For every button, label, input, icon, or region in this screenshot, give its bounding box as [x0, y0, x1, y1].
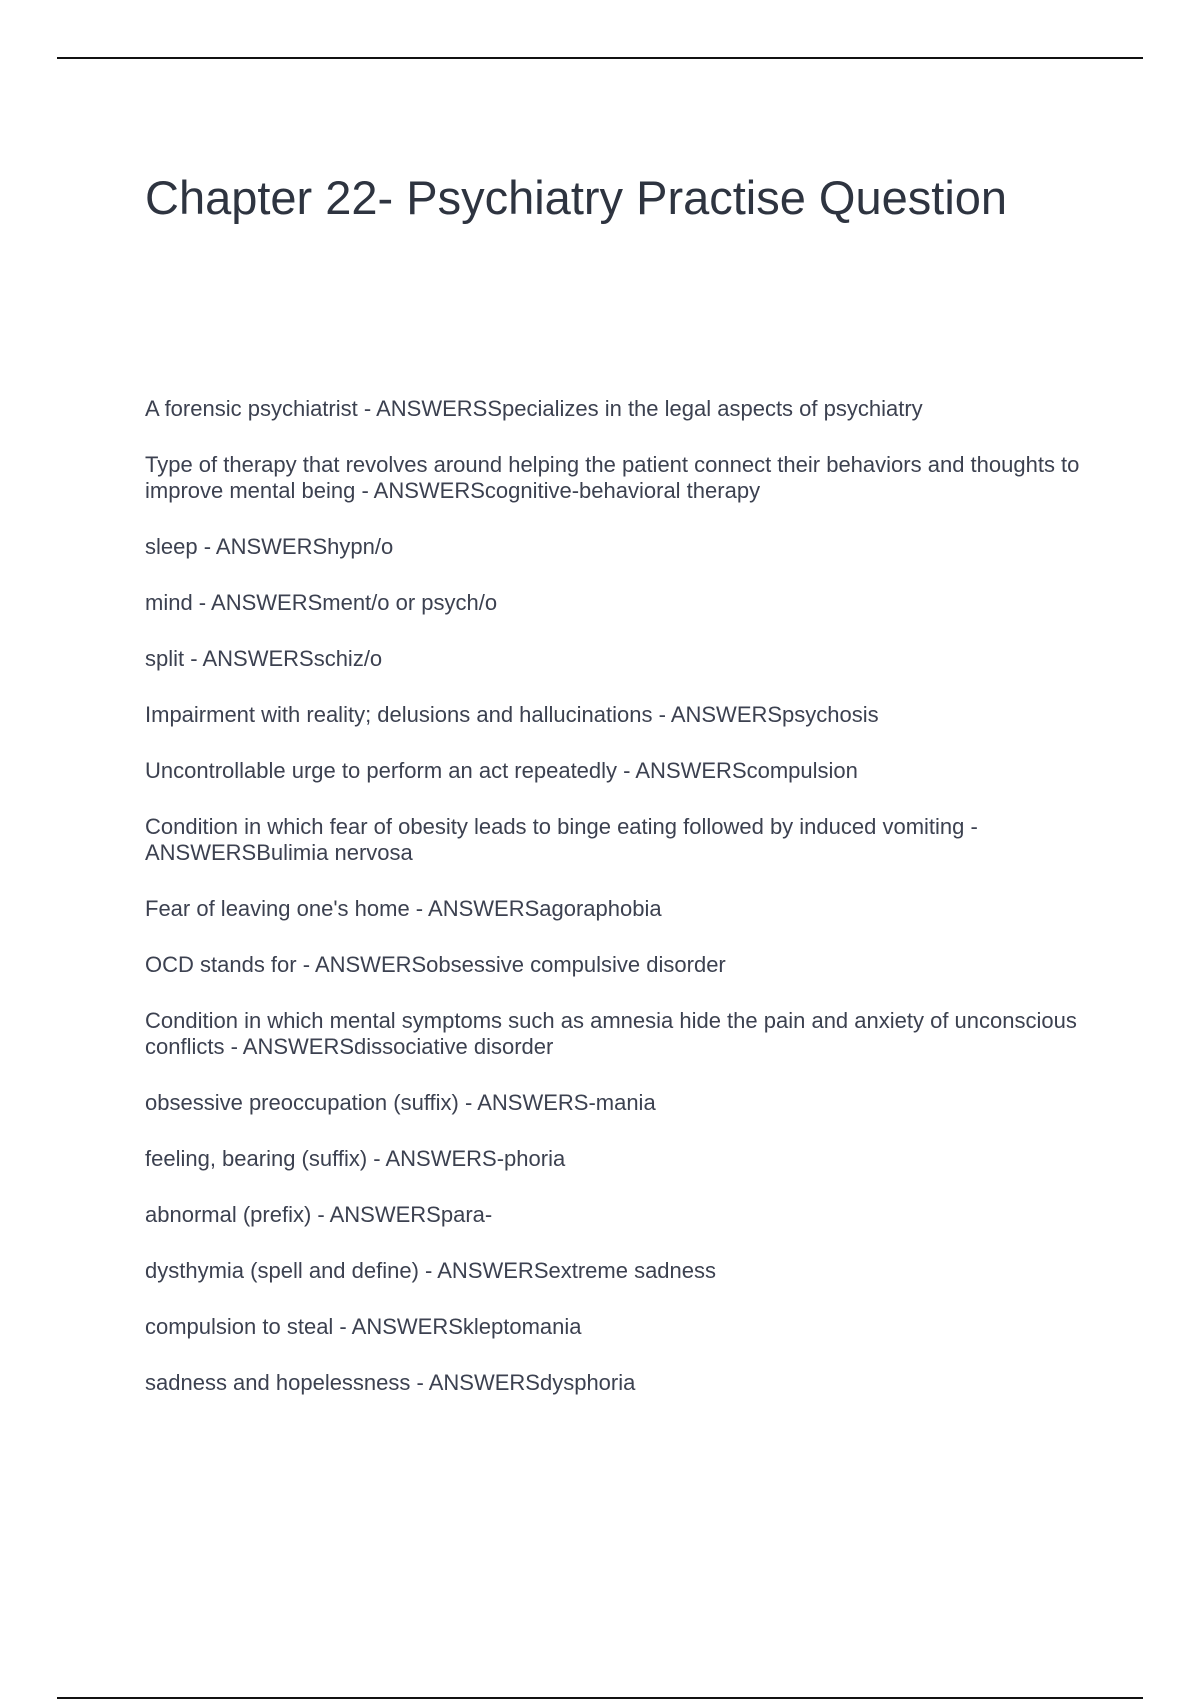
- qa-item: sleep - ANSWERShypn/o: [145, 534, 394, 559]
- qa-item: obsessive preoccupation (suffix) - ANSWERS-mania: [145, 1090, 656, 1115]
- qa-item: Condition in which mental symptoms such as amnesia hide the pain and anxiety of unconscious conflicts - ANSWERSdissociative disorder: [145, 1008, 1077, 1059]
- qa-item: dysthymia (spell and define) - ANSWERSextreme sadness: [145, 1258, 717, 1283]
- qa-item: Condition in which fear of obesity leads to binge eating followed by induced vomiting - ANSWERSBulimia nervosa: [145, 814, 978, 865]
- qa-item: Impairment with reality; delusions and hallucinations - ANSWERSpsychosis: [145, 702, 879, 727]
- qa-item: Type of therapy that revolves around helping the patient connect their behaviors and thoughts to improve mental being - ANSWERScognitive-behavioral therapy: [145, 452, 1080, 503]
- qa-item: split - ANSWERSschiz/o: [145, 646, 383, 671]
- qa-item: Fear of leaving one's home - ANSWERSagoraphobia: [145, 896, 662, 921]
- qa-item: OCD stands for - ANSWERSobsessive compulsive disorder: [145, 952, 726, 977]
- qa-item: Uncontrollable urge to perform an act repeatedly - ANSWERScompulsion: [145, 758, 858, 783]
- question-list: [145, 396, 1085, 1426]
- qa-item: A forensic psychiatrist - ANSWERSSpecializes in the legal aspects of psychiatry: [145, 396, 923, 421]
- page-title: Chapter 22- Psychiatry Practise Question: [145, 171, 1008, 224]
- qa-item: feeling, bearing (suffix) - ANSWERS-phoria: [145, 1146, 566, 1171]
- qa-item: compulsion to steal - ANSWERSkleptomania: [145, 1314, 582, 1339]
- header-rule: [57, 57, 1143, 59]
- qa-item: mind - ANSWERSment/o or psych/o: [145, 590, 498, 615]
- qa-item: sadness and hopelessness - ANSWERSdysphoria: [145, 1370, 636, 1395]
- qa-item: abnormal (prefix) - ANSWERSpara-: [145, 1202, 493, 1227]
- footer-rule: [57, 1697, 1143, 1699]
